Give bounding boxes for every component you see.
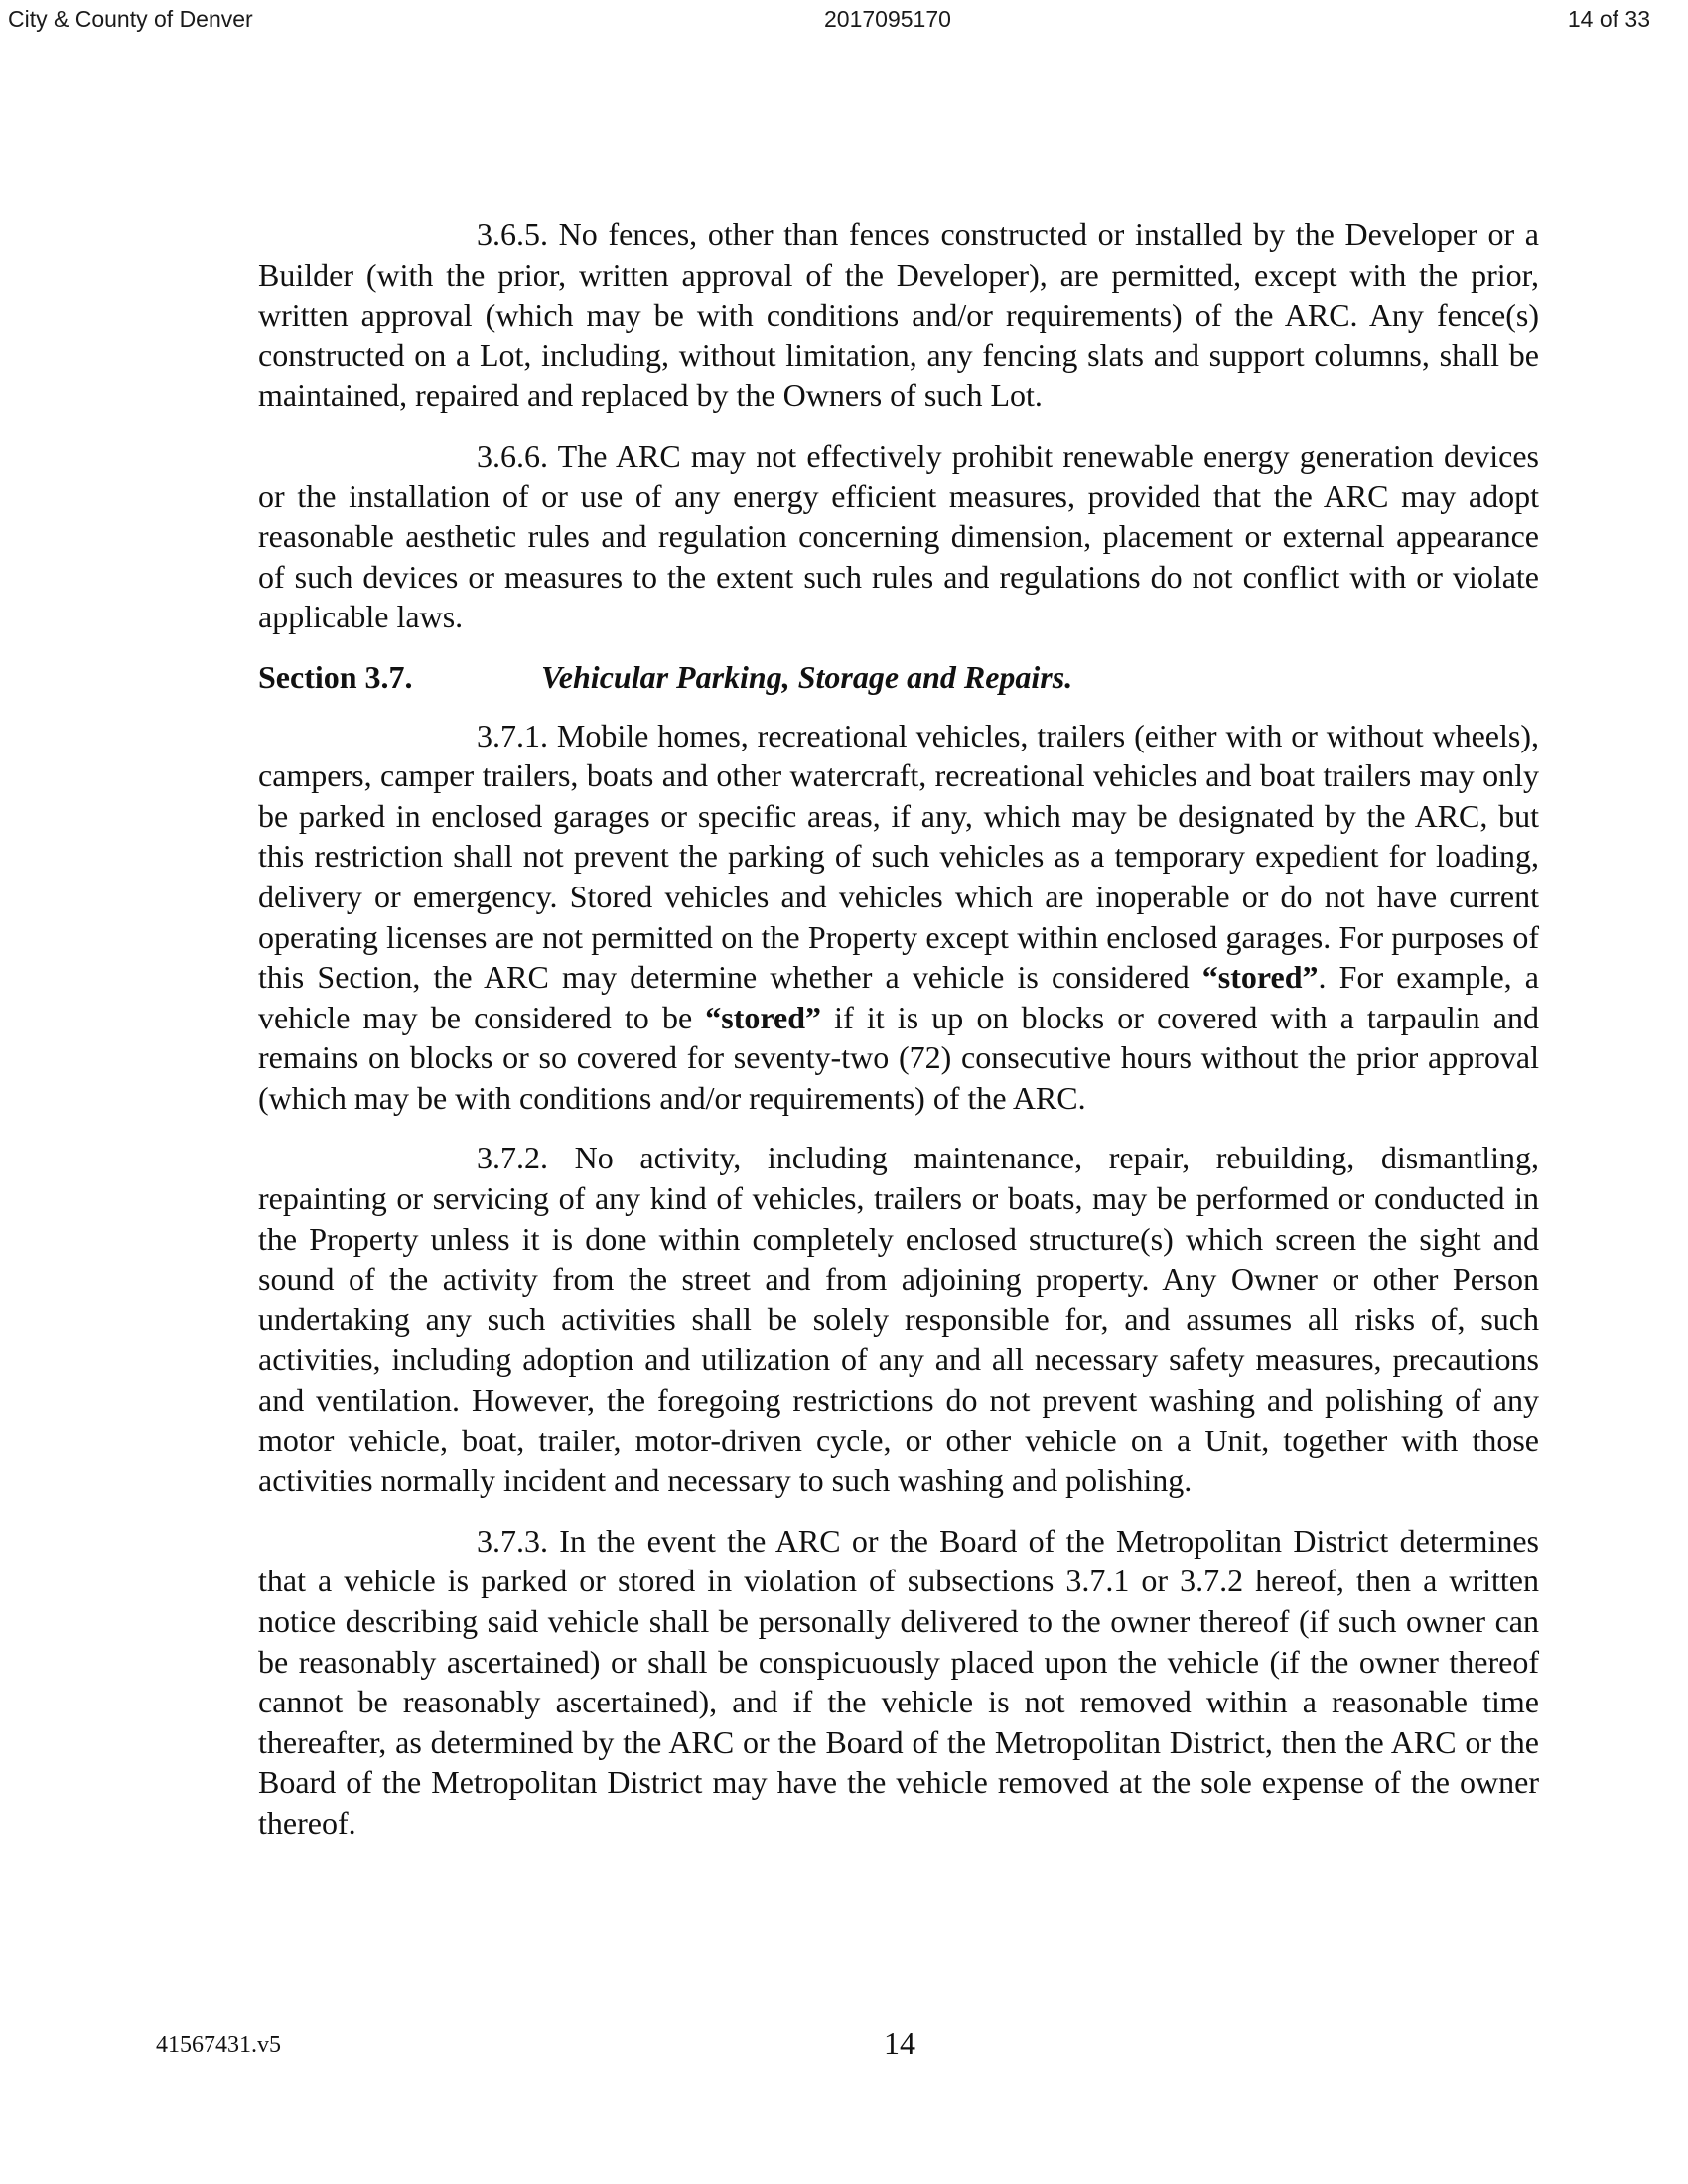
- stored-term: “stored”: [705, 999, 822, 1035]
- section-heading: [258, 657, 1539, 698]
- footer-document-id: 41567431.v5: [156, 2032, 281, 2058]
- paragraph-3-7-1: [258, 716, 1539, 1119]
- paragraph-3-7-1-text-c: if it is up on blocks or covered with a tarpaulin and remains on blocks or so covered for seventy-two (72) consecutive hours without the prior approval (which may be with conditions and/or requirements) of the ARC.: [258, 999, 1540, 1116]
- header-page-count: 14 of 33: [1567, 6, 1650, 32]
- paragraph-3-7-2: 3.7.2. No activity, including maintenance, repair, rebuilding, dismantling, repainting or servicing of any kind of vehicles, trailers or boats, may be performed or conducted in the Property unless it is done within completely enclosed structure(s) which screen the sight and sound of the activity from the street and from adjoining property. Any Owner or other Person undertaking any such activities shall be solely responsible for, and assumes all risks of, such activities, including adoption and utilization of any and all necessary safety measures, precautions and ventilation. However, the foregoing restrictions do not prevent washing and polishing of any motor vehicle, boat, trailer, motor-driven cycle, or other vehicle on a Unit, together with those activities normally incident and necessary to such washing and polishing.: [258, 1140, 1539, 1499]
- footer-page-number: 14: [884, 2025, 915, 2061]
- header-county: City & County of Denver: [8, 6, 253, 32]
- paragraph-3-7-3: 3.7.3. In the event the ARC or the Board of the Metropolitan District determines that a vehicle is parked or stored in violation of subsections 3.7.1 or 3.7.2 hereof, then a written notice describing said vehicle shall be personally delivered to the owner thereof (if such owner can be reasonably ascertained) or shall be conspicuously placed upon the vehicle (if the owner thereof cannot be reasonably ascertained), and if the vehicle is not removed within a reasonable time thereafter, as determined by the ARC or the Board of the Metropolitan District, then the ARC or the Board of the Metropolitan District may have the vehicle removed at the sole expense of the owner thereof.: [258, 1522, 1539, 1841]
- paragraph-3-7-1-text-a: 3.7.1. Mobile homes, recreational vehicles, trailers (either with or without wheels), campers, camper trailers, boats and other watercraft, recreational vehicles and boat trailers may only be parked in enclosed garages or specific areas, if any, which may be designated by the ARC, but this restriction shall not prevent the parking of such vehicles as a temporary expedient for loading, delivery or emergency. Stored vehicles and vehicles which are inoperable or do not have current operating licenses are not permitted on the Property except within enclosed garages. For purposes of this Section, the ARC may determine whether a vehicle is considered: [258, 717, 1539, 996]
- section-title: Vehicular Parking, Storage and Repairs.: [541, 658, 1073, 695]
- paragraph-3-6-5: 3.6.5. No fences, other than fences constructed or installed by the Developer or a Builder (with the prior, written approval of the Developer), are permitted, except with the prior, written approval (which may be with conditions and/or requirements) of the ARC. Any fence(s) constructed on a Lot, including, without limitation, any fencing slats and support columns, shall be maintained, repaired and replaced by the Owners of such Lot.: [258, 216, 1539, 414]
- paragraph-3-7-1-text-b: . For example, a vehicle may be considered to be: [258, 959, 1540, 1035]
- paragraph-3-6-6: 3.6.6. The ARC may not effectively prohibit renewable energy generation devices or the installation of or use of any energy efficient measures, provided that the ARC may adopt reasonable aesthetic rules and regulation concerning dimension, placement or external appearance of such devices or measures to the extent such rules and regulations do not conflict with or violate applicable laws.: [258, 437, 1539, 635]
- header-document-number: 2017095170: [824, 6, 951, 32]
- stored-term: “stored”: [1201, 959, 1319, 996]
- section-number: Section 3.7.: [258, 658, 413, 695]
- document-body: [258, 214, 1539, 1863]
